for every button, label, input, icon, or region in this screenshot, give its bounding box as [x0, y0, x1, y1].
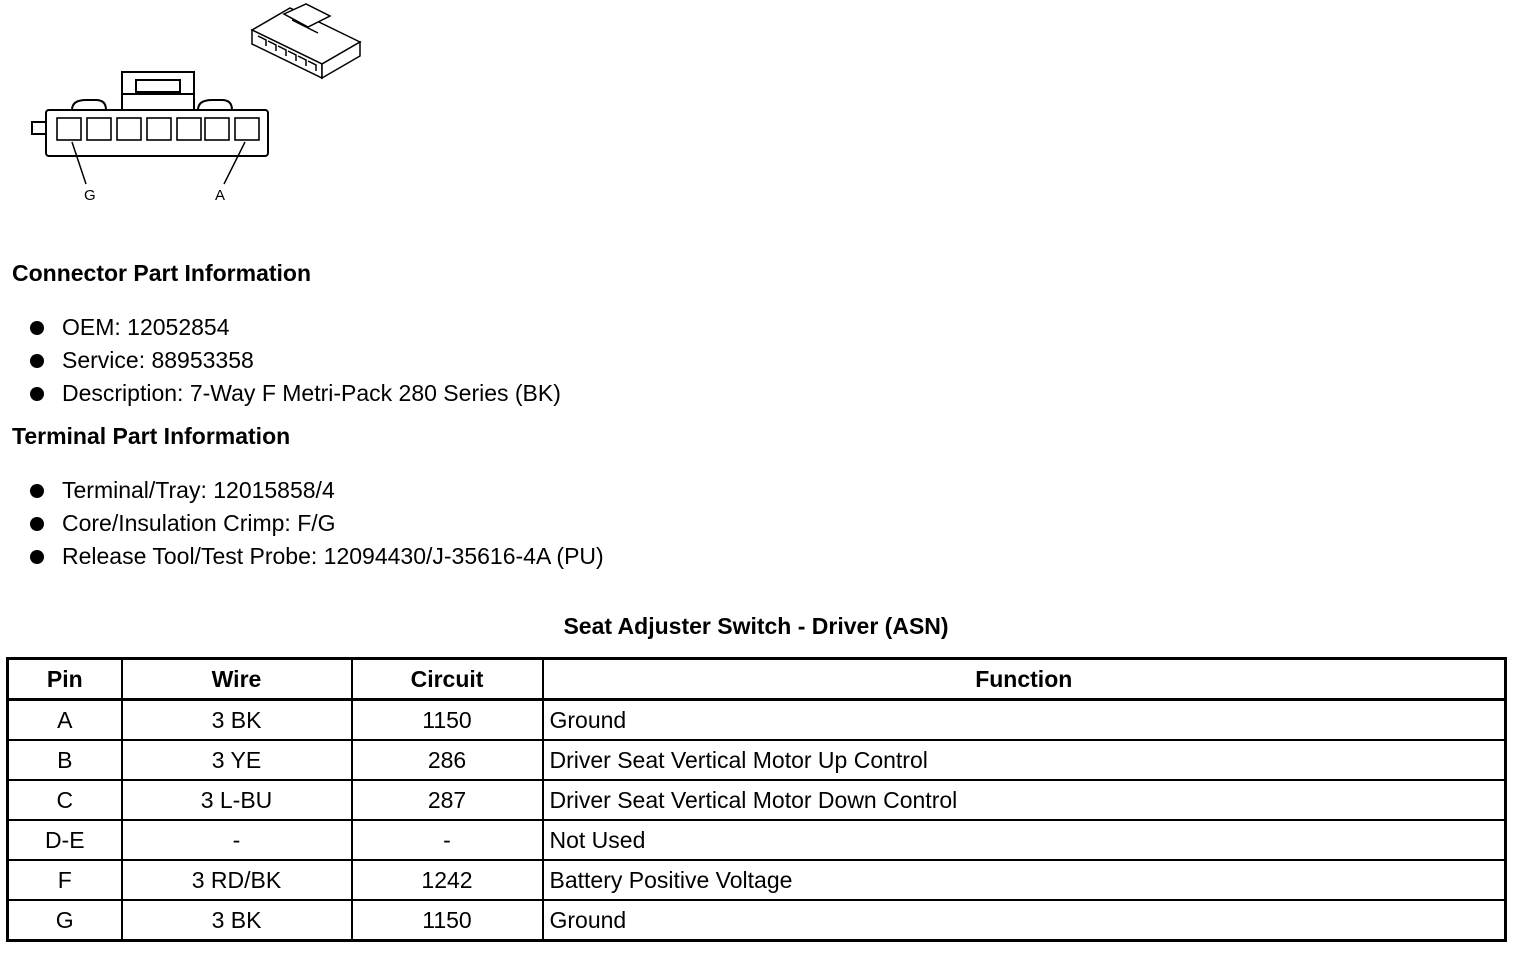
cell-function: Battery Positive Voltage	[543, 860, 1506, 900]
connector-part-heading: Connector Part Information	[12, 260, 312, 286]
cell-wire: 3 BK	[122, 700, 352, 741]
terminal-part-list	[0, 476, 604, 575]
cell-circuit: -	[352, 820, 543, 860]
list-item-text: Terminal/Tray: 12015858/4	[62, 477, 335, 503]
column-header-function: Function	[543, 659, 1506, 700]
list-item	[0, 379, 561, 412]
table-row	[8, 780, 1506, 820]
list-item	[0, 476, 604, 509]
list-item	[0, 346, 561, 379]
bullet-icon	[30, 517, 44, 531]
column-header-wire: Wire	[122, 659, 352, 700]
pinout-table	[6, 657, 1507, 942]
cell-pin: B	[8, 740, 122, 780]
cell-function: Driver Seat Vertical Motor Up Control	[543, 740, 1506, 780]
cavity-f	[87, 118, 111, 140]
table-row	[8, 820, 1506, 860]
list-item-text: Release Tool/Test Probe: 12094430/J-35616-4A (PU)	[62, 543, 604, 569]
cell-wire: 3 YE	[122, 740, 352, 780]
column-header-pin: Pin	[8, 659, 122, 700]
cavity-d	[147, 118, 171, 140]
cell-function: Driver Seat Vertical Motor Down Control	[543, 780, 1506, 820]
cell-wire: 3 BK	[122, 900, 352, 941]
cell-wire: 3 L-BU	[122, 780, 352, 820]
cavity-a	[235, 118, 259, 140]
cell-circuit: 287	[352, 780, 543, 820]
connector-cavities	[57, 118, 259, 140]
cavity-g	[57, 118, 81, 140]
bullet-icon	[30, 354, 44, 368]
bullet-icon	[30, 484, 44, 498]
cavity-b	[205, 118, 229, 140]
list-item-text: Description: 7-Way F Metri-Pack 280 Series (BK)	[62, 380, 561, 406]
bullet-icon	[30, 550, 44, 564]
bullet-icon	[30, 387, 44, 401]
connector-isometric-view	[252, 4, 360, 78]
list-item-text: OEM: 12052854	[62, 314, 230, 340]
table-title: Seat Adjuster Switch - Driver (ASN)	[563, 613, 949, 639]
cell-pin: A	[8, 700, 122, 741]
list-item	[0, 313, 561, 346]
pin-label-g: G	[84, 187, 96, 204]
table-row	[8, 860, 1506, 900]
terminal-part-heading: Terminal Part Information	[12, 423, 291, 449]
cell-function: Ground	[543, 900, 1506, 941]
pin-label-a: A	[215, 187, 226, 204]
list-item	[0, 509, 604, 542]
list-item-text: Service: 88953358	[62, 347, 254, 373]
table-row	[8, 900, 1506, 941]
cell-wire: 3 RD/BK	[122, 860, 352, 900]
column-header-circuit: Circuit	[352, 659, 543, 700]
connector-illustration	[0, 0, 380, 215]
cavity-c	[177, 118, 201, 140]
connector-front-view	[32, 72, 268, 156]
cell-function: Not Used	[543, 820, 1506, 860]
cell-circuit: 286	[352, 740, 543, 780]
cell-circuit: 1150	[352, 900, 543, 941]
cavity-e	[117, 118, 141, 140]
table-row	[8, 700, 1506, 741]
list-item-text: Core/Insulation Crimp: F/G	[62, 510, 336, 536]
list-item	[0, 542, 604, 575]
cell-wire: -	[122, 820, 352, 860]
cell-circuit: 1150	[352, 700, 543, 741]
cell-pin: G	[8, 900, 122, 941]
table-header-row	[8, 659, 1506, 700]
cell-circuit: 1242	[352, 860, 543, 900]
cell-pin: F	[8, 860, 122, 900]
table-row	[8, 740, 1506, 780]
cell-pin: D-E	[8, 820, 122, 860]
connector-part-list	[0, 313, 561, 412]
cell-function: Ground	[543, 700, 1506, 741]
bullet-icon	[30, 321, 44, 335]
cell-pin: C	[8, 780, 122, 820]
